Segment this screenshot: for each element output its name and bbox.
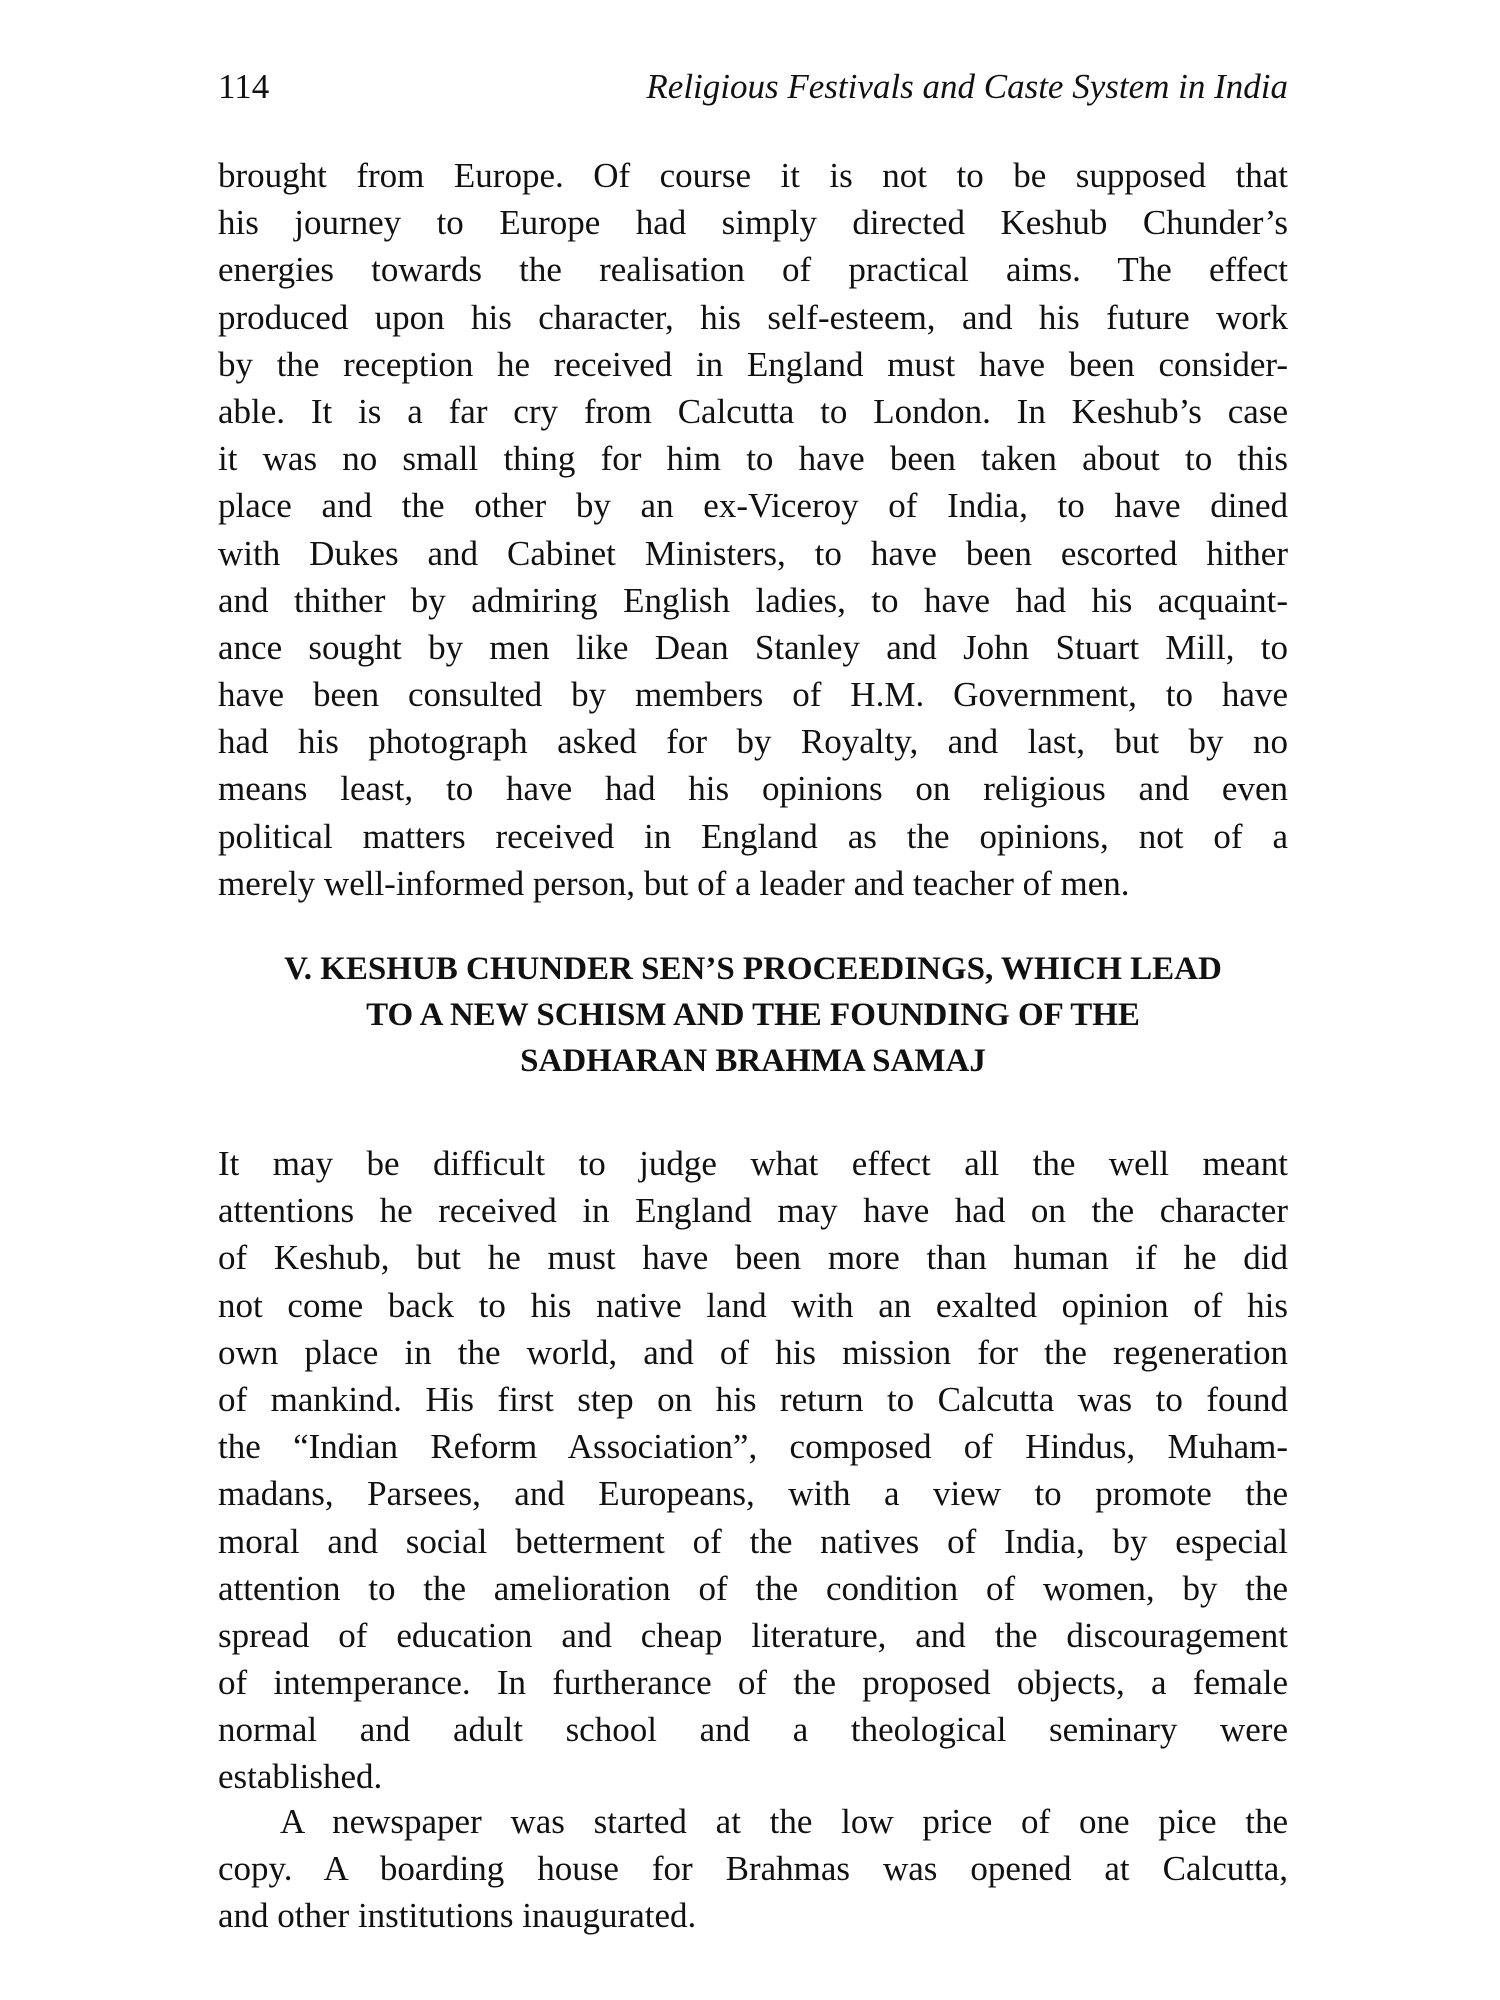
- text-line: place and the other by an ex-Viceroy of India, to have dined: [218, 486, 1288, 526]
- text-line: by the reception he received in England must have been consider-: [218, 344, 1288, 384]
- running-head: [218, 62, 1288, 112]
- text-line: It may be difficult to judge what effect all the well meant: [218, 1144, 1288, 1183]
- text-line: attentions he received in England may have had on the character: [218, 1191, 1288, 1231]
- book-title: Religious Festivals and Caste System in India: [646, 67, 1288, 106]
- paragraph-newspaper: [218, 1798, 1288, 1940]
- text-line: political matters received in England as the opinions, not of a: [218, 816, 1288, 856]
- text-line: had his photograph asked for by Royalty, and last, but by no: [218, 722, 1288, 762]
- text-line: of intemperance. In furtherance of the proposed objects, a female: [218, 1663, 1288, 1703]
- text-line: ance sought by men like Dean Stanley and John Stuart Mill, to: [218, 627, 1288, 667]
- text-line: copy. A boarding house for Brahmas was opened at Calcutta,: [218, 1849, 1288, 1889]
- page-number: 114: [218, 67, 270, 106]
- text-line: it was no small thing for him to have been taken about to this: [218, 439, 1288, 479]
- paragraph-keshub-england: [218, 152, 1288, 907]
- text-line: produced upon his character, his self-esteem, and his future work: [218, 297, 1288, 337]
- text-line: not come back to his native land with an exalted opinion of his: [218, 1285, 1288, 1325]
- text-line: of mankind. His first step on his return to Calcutta was to found: [218, 1379, 1288, 1419]
- text-line: attention to the amelioration of the condition of women, by the: [218, 1568, 1288, 1608]
- text-line: spread of education and cheap literature, and the discouragement: [218, 1615, 1288, 1655]
- text-line: established.: [218, 1757, 383, 1797]
- text-line: moral and social betterment of the natives of India, by especial: [218, 1521, 1288, 1561]
- text-line: normal and adult school and a theological seminary were: [218, 1710, 1288, 1750]
- text-line: means least, to have had his opinions on religious and even: [218, 769, 1288, 809]
- section-heading: [218, 946, 1288, 1084]
- text-line: own place in the world, and of his mission for the regeneration: [218, 1332, 1288, 1372]
- heading-line: SADHARAN BRAHMA SAMAJ: [520, 1043, 986, 1079]
- text-line: and other institutions inaugurated.: [218, 1896, 697, 1936]
- text-line: brought from Europe. Of course it is not to be supposed that: [218, 156, 1288, 195]
- text-line: able. It is a far cry from Calcutta to London. In Keshub’s case: [218, 391, 1288, 431]
- text-line: and thither by admiring English ladies, to have had his acquaint-: [218, 580, 1288, 620]
- text-line: the “Indian Reform Association”, composed of Hindus, Muham-: [218, 1427, 1288, 1467]
- text-line: with Dukes and Cabinet Ministers, to have been escorted hither: [218, 533, 1288, 573]
- text-line: have been consulted by members of H.M. Government, to have: [218, 675, 1288, 715]
- text-line: energies towards the realisation of practical aims. The effect: [218, 250, 1288, 290]
- text-line: madans, Parsees, and Europeans, with a view to promote the: [218, 1474, 1288, 1514]
- text-line: of Keshub, but he must have been more than human if he did: [218, 1238, 1288, 1278]
- paragraph-reform-association: [218, 1140, 1288, 1801]
- text-line: merely well-informed person, but of a leader and teacher of men.: [218, 863, 1130, 903]
- heading-line: V. KESHUB CHUNDER SEN’S PROCEEDINGS, WHICH LEAD: [284, 951, 1222, 987]
- heading-line: TO A NEW SCHISM AND THE FOUNDING OF THE: [366, 997, 1140, 1033]
- text-line: his journey to Europe had simply directed Keshub Chunder’s: [218, 203, 1288, 243]
- text-line: A newspaper was started at the low price of one pice the: [280, 1802, 1288, 1841]
